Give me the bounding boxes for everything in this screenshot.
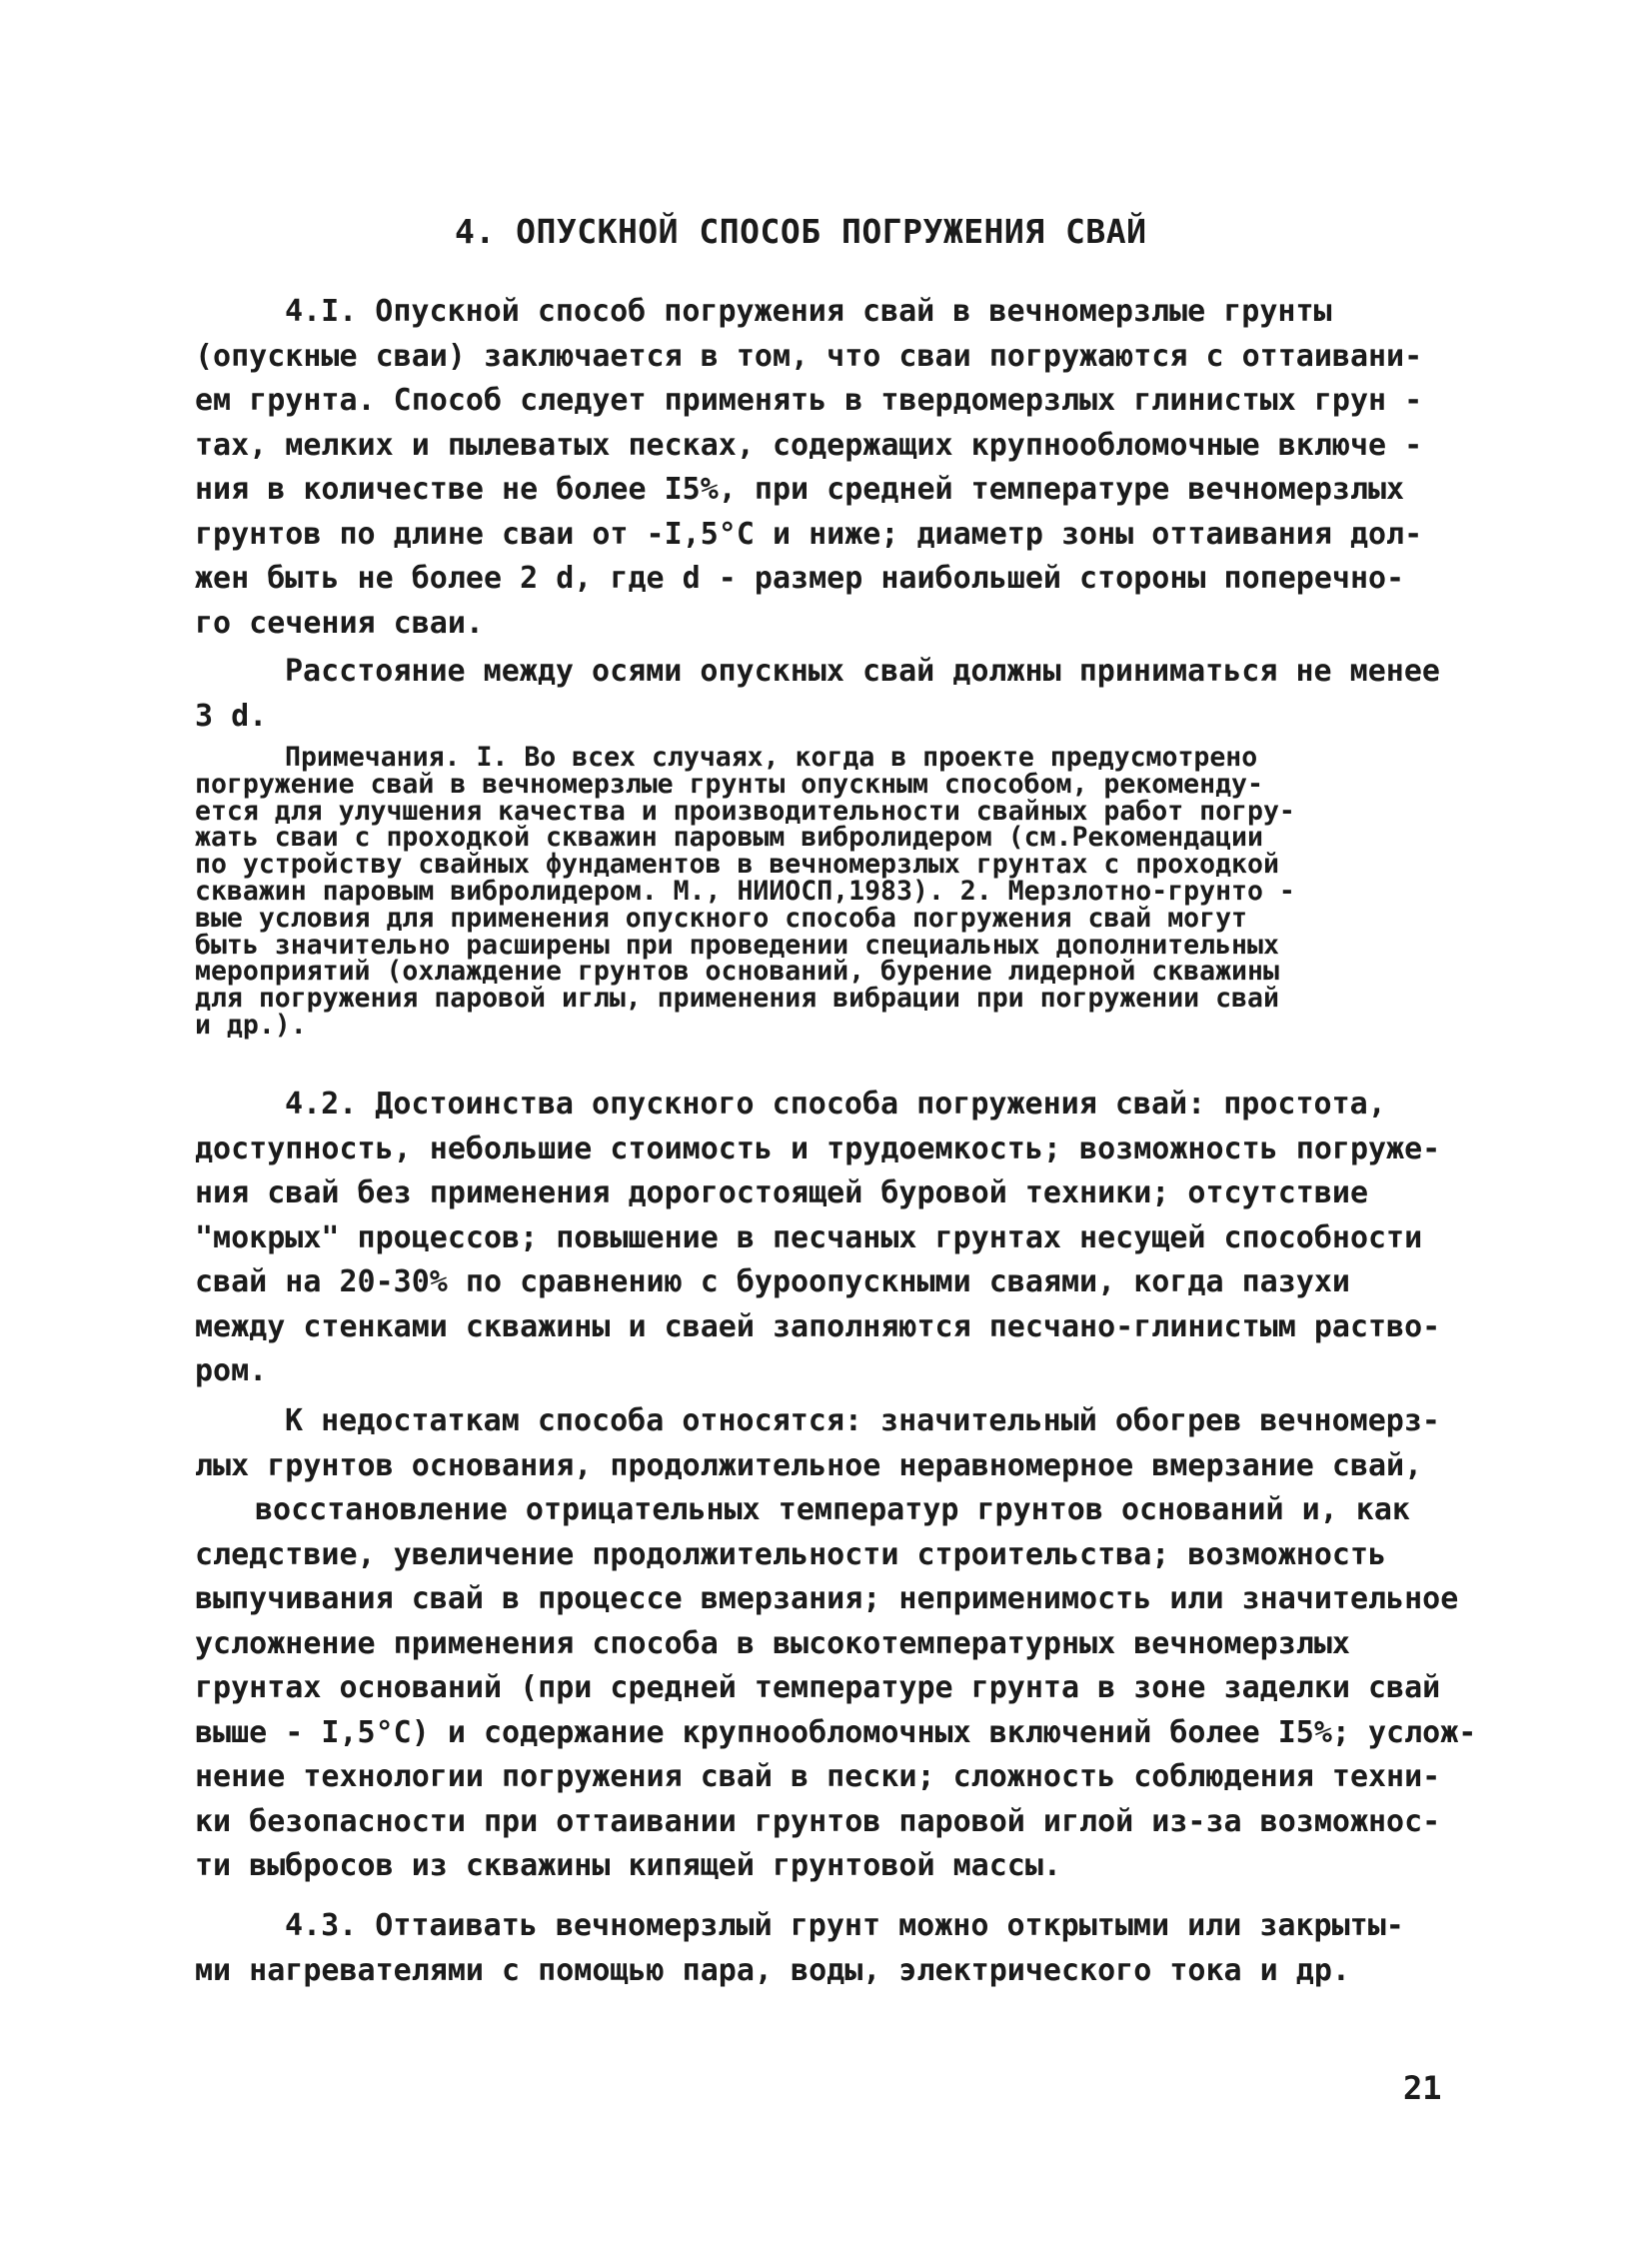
text-line: 4.2. Достоинства опускного способа погружения свай: простота, [285,1087,1386,1122]
text-line: скважин паровым вибролидером. М., НИИОСП,1983). 2. Мерзлотно-грунто - [195,875,1295,907]
text-line: ки безопасности при оттаивании грунтов паровой иглой из-за возможнос- [195,1803,1441,1839]
text-line: быть значительно расширены при проведении специальных дополнительных [195,929,1279,961]
text-line: вые условия для применения опускного способа погружения свай могут [195,902,1247,934]
text-line: грунтов по длине сваи от -I,5°C и ниже; диаметр зоны оттаивания дол- [195,516,1423,552]
text-line: доступность, небольшие стоимость и трудоемкость; возможность погруже- [195,1130,1441,1166]
text-line: жен быть не более 2 d, где d - размер наибольшей стороны поперечно- [195,561,1405,596]
text-line: выпучивания свай в процессе вмерзания; неприменимость или значительное [195,1581,1459,1616]
paragraph-4-2 [195,1083,1479,1394]
paragraph-4-1 [195,290,1479,646]
text-line: 4.I. Опускной способ погружения свай в вечномерзлые грунты [285,294,1332,329]
page-number: 21 [1403,2069,1442,2107]
text-line: "мокрых" процессов; повышение в песчаных грунтах несущей способности [195,1219,1423,1255]
text-line: ем грунта. Способ следует применять в твердомерзлых глинистых грун - [195,383,1423,418]
text-line: свай на 20-30% по сравнению с буроопускными сваями, когда пазухи [195,1264,1350,1299]
text-line: К недостаткам способа относятся: значительный обогрев вечномерз- [285,1403,1440,1438]
text-line: жать сваи с проходкой скважин паровым вибролидером (см.Рекомендации [195,822,1263,854]
section-title: 4. ОПУСКНОЙ СПОСОБ ПОГРУЖЕНИЯ СВАЙ [455,212,1147,251]
text-line: грунтах оснований (при средней температуре грунта в зоне заделки свай [195,1670,1441,1705]
text-line: ния в количестве не более I5%, при средней температуре вечномерзлых [195,472,1405,507]
text-line: ми нагревателями с помощью пара, воды, электрического тока и др. [195,1952,1350,1988]
text-line: для погружения паровой иглы, применения вибрации при погружении свай [195,983,1279,1015]
notes-block [195,742,1479,1041]
text-line: тах, мелких и пылеватых песках, содержащих крупнообломочные включе - [195,427,1423,463]
text-line: восстановление отрицательных температур грунтов оснований и, как [255,1492,1410,1527]
text-line: Расстояние между осями опускных свай должны приниматься не менее [285,654,1440,689]
paragraph-4-3 [195,1904,1479,1993]
text-line: мероприятий (охлаждение грунтов оснований, бурение лидерной скважины [195,956,1279,988]
text-line: и др.). [195,1009,307,1041]
text-line: по устройству свайных фундаментов в вечномерзлых грунтах с проходкой [195,849,1279,881]
text-line: (опускные сваи) заключается в том, что сваи погружаются с оттаивани- [195,338,1423,374]
text-line: ти выбросов из скважины кипящей грунтовой массы. [195,1848,1061,1883]
text-line: Примечания. I. Во всех случаях, когда в проекте предусмотрено [285,742,1258,773]
text-line: между стенками скважины и сваей заполняются песчано-глинистым раство- [195,1308,1441,1344]
text-line: 4.3. Оттаивать вечномерзлый грунт можно открытыми или закрыты- [285,1908,1404,1943]
text-line: погружение свай в вечномерзлые грунты опускным способом, рекоменду- [195,768,1263,800]
text-line: ния свай без применения дорогостоящей буровой техники; отсутствие [195,1175,1368,1210]
paragraph-disadvantages [195,1399,1479,1889]
text-line: ром. [195,1353,268,1388]
text-line: го сечения сваи. [195,605,484,641]
text-line: 3 d. [195,698,268,734]
text-line: ется для улучшения качества и производительности свайных работ погру- [195,795,1295,827]
text-line: усложнение применения способа в высокотемпературных вечномерзлых [195,1625,1350,1661]
text-line: следствие, увеличение продолжительности строительства; возможность [195,1536,1387,1572]
text-line: выше - I,5°C) и содержание крупнообломочных включений более I5%; услож- [195,1714,1477,1750]
paragraph-spacing [195,650,1479,739]
text-line: нение технологии погружения свай в пески; сложность соблюдения техни- [195,1759,1441,1794]
text-line: лых грунтов основания, продолжительное неравномерное вмерзание свай, [195,1447,1423,1483]
